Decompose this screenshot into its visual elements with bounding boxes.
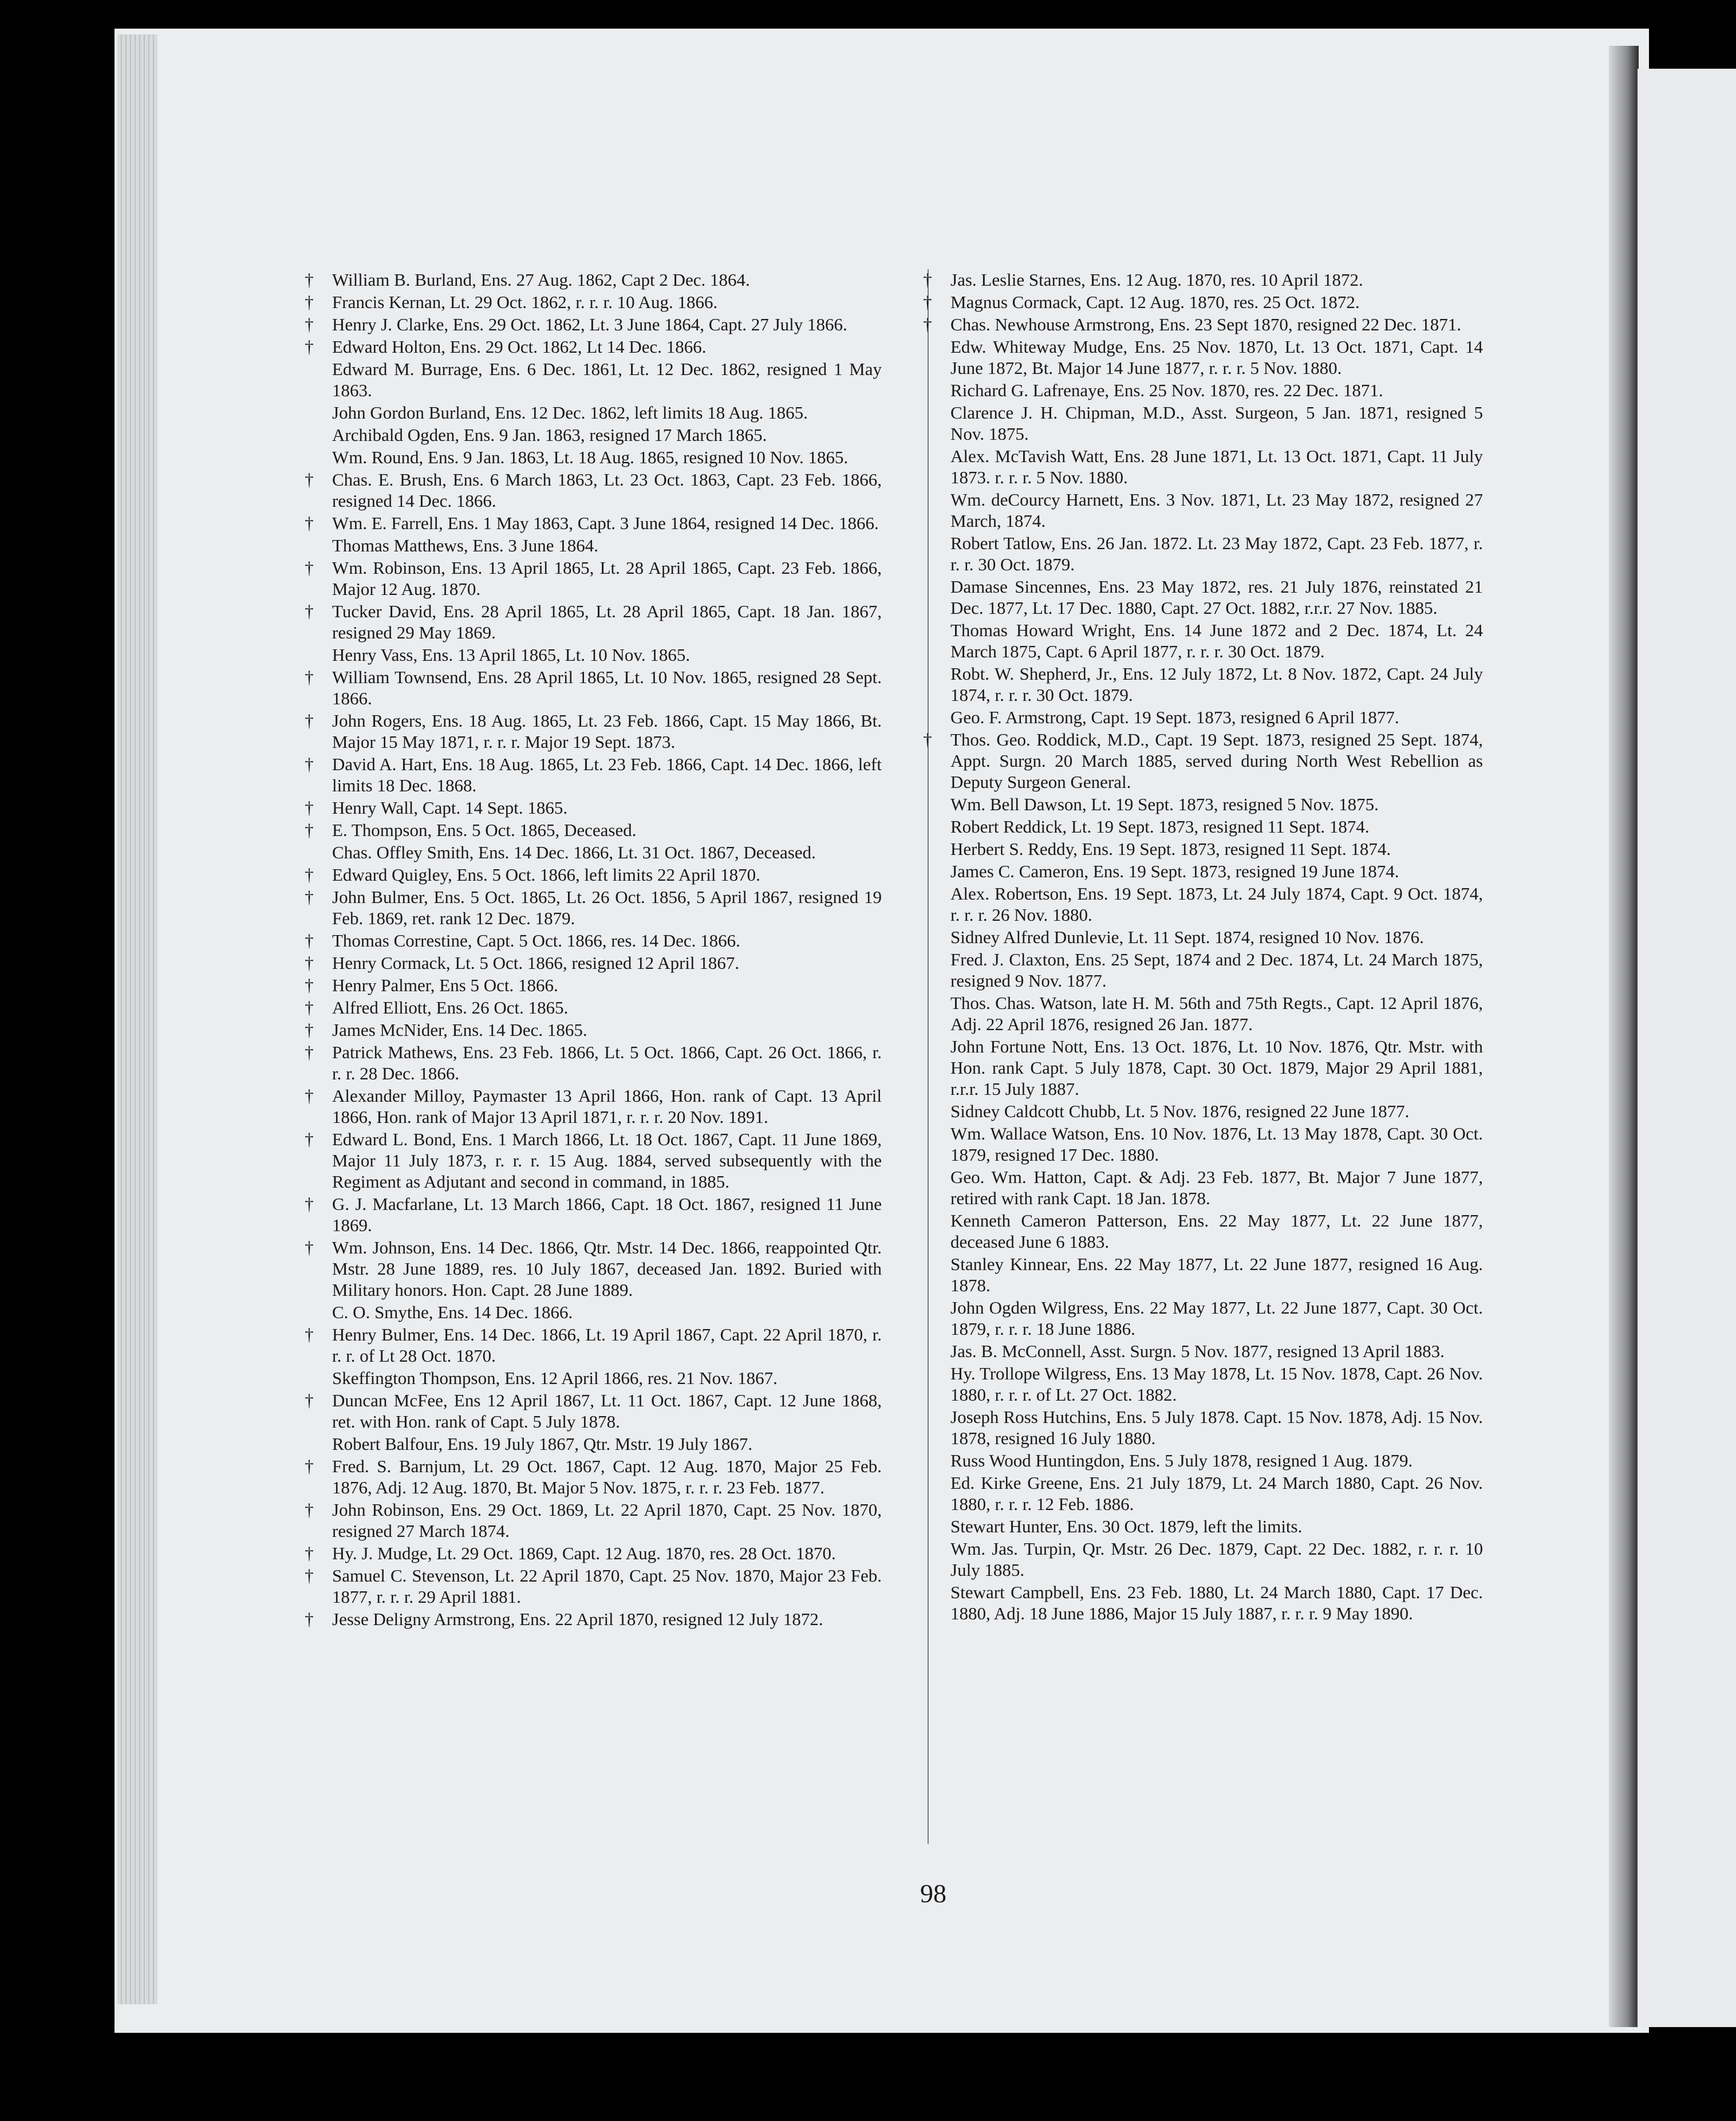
officer-record-text: John Gordon Burland, Ens. 12 Dec. 1862, left limits 18 Aug. 1865. <box>332 403 808 423</box>
officer-record-text: Francis Kernan, Lt. 29 Oct. 1862, r. r. r. 10 Aug. 1866. <box>332 292 718 312</box>
officer-entry <box>950 1123 1483 1165</box>
officer-record-text: John Bulmer, Ens. 5 Oct. 1865, Lt. 26 Oct. 1856, 5 April 1867, resigned 19 Feb. 1869, ret. rank 12 Dec. 1879. <box>332 887 882 928</box>
dagger-mark: † <box>305 1566 314 1586</box>
dagger-mark: † <box>305 667 314 687</box>
officer-entry <box>305 1565 882 1607</box>
officer-record-text: Edw. Whiteway Mudge, Ens. 25 Nov. 1870, Lt. 13 Oct. 1871, Capt. 14 June 1872, Bt. Major 14 June 1877, r. r. r. 5 Nov. 1880. <box>950 337 1483 378</box>
officer-record-text: C. O. Smythe, Ens. 14 Dec. 1866. <box>332 1302 573 1322</box>
officer-record-text: Hy. Trollope Wilgress, Ens. 13 May 1878, Lt. 15 Nov. 1878, Capt. 26 Nov. 1880, r. r. r. of Lt. 27 Oct. 1882. <box>950 1363 1483 1405</box>
officer-entry <box>305 1237 882 1300</box>
officer-record-text: Damase Sincennes, Ens. 23 May 1872, res. 21 July 1876, reinstated 21 Dec. 1877, Lt. 17 Dec. 1880, Capt. 27 Oct. 1882, r.r.r. 27 Nov. 1885. <box>950 577 1483 618</box>
dagger-mark: † <box>305 1609 314 1629</box>
dagger-mark: † <box>923 270 932 290</box>
dagger-mark: † <box>305 1042 314 1062</box>
officer-entry <box>950 1582 1483 1624</box>
officer-record-text: Henry Bulmer, Ens. 14 Dec. 1866, Lt. 19 April 1867, Capt. 22 April 1870, r. r. r. of Lt 28 Oct. 1870. <box>332 1324 882 1366</box>
officer-record-text: Edward Quigley, Ens. 5 Oct. 1866, left limits 22 April 1870. <box>332 865 760 885</box>
officer-entry <box>950 1472 1483 1515</box>
officer-entry <box>950 576 1483 618</box>
dagger-mark: † <box>305 1543 314 1563</box>
officer-entry <box>332 424 882 446</box>
officer-entry <box>950 620 1483 662</box>
officer-record-text: Sidney Caldcott Chubb, Lt. 5 Nov. 1876, resigned 22 June 1877. <box>950 1101 1410 1121</box>
officer-record-text: Duncan McFee, Ens 12 April 1867, Lt. 11 Oct. 1867, Capt. 12 June 1868, ret. with Hon. rank of Capt. 5 July 1878. <box>332 1390 882 1432</box>
officer-record-text: G. J. Macfarlane, Lt. 13 March 1866, Capt. 18 Oct. 1867, resigned 11 June 1869. <box>332 1194 882 1235</box>
officer-record-text: Robert Tatlow, Ens. 26 Jan. 1872. Lt. 23 May 1872, Capt. 23 Feb. 1877, r. r. r. 30 Oct. 1879. <box>950 533 1483 574</box>
dagger-mark: † <box>305 292 314 312</box>
officer-entry <box>305 1019 882 1040</box>
dagger-mark: † <box>305 1194 314 1214</box>
officer-entry <box>950 1253 1483 1296</box>
officer-record-text: John Ogden Wilgress, Ens. 22 May 1877, Lt. 22 June 1877, Capt. 30 Oct. 1879, r. r. r. 18 June 1886. <box>950 1298 1483 1339</box>
officer-entry <box>305 797 882 818</box>
officer-record-text: Patrick Mathews, Ens. 23 Feb. 1866, Lt. 5 Oct. 1866, Capt. 26 Oct. 1866, r. r. r. 28 Dec. 1866. <box>332 1042 882 1083</box>
officer-entry <box>305 864 882 885</box>
officer-record-text: Thomas Howard Wright, Ens. 14 June 1872 and 2 Dec. 1874, Lt. 24 March 1875, Capt. 6 April 1877, r. r. r. 30 Oct. 1879. <box>950 620 1483 661</box>
officer-record-text: Jas. Leslie Starnes, Ens. 12 Aug. 1870, res. 10 April 1872. <box>950 270 1363 290</box>
officer-entry <box>305 1042 882 1084</box>
dagger-mark: † <box>305 998 314 1018</box>
officer-record-text: Fred. J. Claxton, Ens. 25 Sept, 1874 and 2 Dec. 1874, Lt. 24 March 1875, resigned 9 Nov. 1877. <box>950 949 1483 991</box>
officer-record-text: Henry Cormack, Lt. 5 Oct. 1866, resigned 12 April 1867. <box>332 953 740 973</box>
officer-record-text: Wm. Round, Ens. 9 Jan. 1863, Lt. 18 Aug. 1865, resigned 10 Nov. 1865. <box>332 447 849 467</box>
officer-record-text: Stewart Campbell, Ens. 23 Feb. 1880, Lt. 24 March 1880, Capt. 17 Dec. 1880, Adj. 18 June 1886, Major 15 July 1887, r. r. r. 9 May 1890. <box>950 1582 1483 1623</box>
officer-entry <box>950 1538 1483 1580</box>
officer-record-text: James McNider, Ens. 14 Dec. 1865. <box>332 1020 587 1040</box>
officer-entry <box>950 1363 1483 1405</box>
officer-entry <box>950 336 1483 379</box>
officer-entry <box>305 1324 882 1366</box>
officer-entry <box>950 1516 1483 1537</box>
officer-record-text: Alfred Elliott, Ens. 26 Oct. 1865. <box>332 998 569 1018</box>
dagger-mark: † <box>305 1456 314 1476</box>
officer-record-text: Wm. deCourcy Harnett, Ens. 3 Nov. 1871, Lt. 23 May 1872, resigned 27 March, 1874. <box>950 490 1483 531</box>
dagger-mark: † <box>305 513 314 533</box>
officer-entry <box>950 992 1483 1035</box>
officer-record-text: Alex. Robertson, Ens. 19 Sept. 1873, Lt. 24 July 1874, Capt. 9 Oct. 1874, r. r. r. 26 Nov. 1880. <box>950 884 1483 925</box>
officer-entry <box>332 1433 882 1454</box>
officer-record-text: Thomas Correstine, Capt. 5 Oct. 1866, res. 14 Dec. 1866. <box>332 931 740 951</box>
officer-entry <box>332 1367 882 1389</box>
dagger-mark: † <box>305 711 314 731</box>
officer-entry <box>305 1390 882 1432</box>
officer-record-text: Clarence J. H. Chipman, M.D., Asst. Surgeon, 5 Jan. 1871, resigned 5 Nov. 1875. <box>950 403 1483 444</box>
officer-record-text: Wm. Wallace Watson, Ens. 10 Nov. 1876, Lt. 13 May 1878, Capt. 30 Oct. 1879, resigned 17 Dec. 1880. <box>950 1123 1483 1165</box>
dagger-mark: † <box>305 1390 314 1410</box>
officer-entry <box>950 1341 1483 1362</box>
officer-entry <box>950 927 1483 948</box>
officer-record-text: Chas. Newhouse Armstrong, Ens. 23 Sept 1870, resigned 22 Dec. 1871. <box>950 314 1462 334</box>
officer-record-text: E. Thompson, Ens. 5 Oct. 1865, Deceased. <box>332 820 637 840</box>
officer-record-text: Fred. S. Barnjum, Lt. 29 Oct. 1867, Capt. 12 Aug. 1870, Major 25 Feb. 1876, Adj. 12 Aug. 1870, Bt. Major 5 Nov. 1875, r. r. r. 23 Feb. 1877. <box>332 1456 882 1497</box>
officer-record-text: Skeffington Thompson, Ens. 12 April 1866, res. 21 Nov. 1867. <box>332 1368 778 1388</box>
dagger-mark: † <box>305 1129 314 1149</box>
dagger-mark: † <box>305 337 314 357</box>
officer-record-text: Robt. W. Shepherd, Jr., Ens. 12 July 1872, Lt. 8 Nov. 1872, Capt. 24 July 1874, r. r. r. 30 Oct. 1879. <box>950 664 1483 705</box>
officer-entry <box>923 729 1483 793</box>
officer-entry <box>305 930 882 951</box>
officer-entry <box>923 314 1483 335</box>
officer-record-text: Wm. Bell Dawson, Lt. 19 Sept. 1873, resigned 5 Nov. 1875. <box>950 794 1379 814</box>
officer-entry <box>950 949 1483 991</box>
officer-record-text: Edward L. Bond, Ens. 1 March 1866, Lt. 18 Oct. 1867, Capt. 11 June 1869, Major 11 July 1873, r. r. r. 15 Aug. 1884, served subsequently with the Regiment as Adjutant and second in command, in 1885. <box>332 1129 882 1192</box>
officer-record-text: Henry Palmer, Ens 5 Oct. 1866. <box>332 975 558 995</box>
officer-record-text: Sidney Alfred Dunlevie, Lt. 11 Sept. 1874, resigned 10 Nov. 1876. <box>950 927 1424 947</box>
dagger-mark: † <box>305 314 314 334</box>
officer-entry <box>950 380 1483 401</box>
officer-entry <box>923 269 1483 290</box>
officer-record-text: Geo. Wm. Hatton, Capt. & Adj. 23 Feb. 1877, Bt. Major 7 June 1877, retired with rank Capt. 18 Jan. 1878. <box>950 1167 1483 1208</box>
officer-entry <box>305 997 882 1018</box>
officer-entry <box>332 1302 882 1323</box>
officer-record-text: Jas. B. McConnell, Asst. Surgn. 5 Nov. 1877, resigned 13 April 1883. <box>950 1341 1445 1361</box>
book-page-edges <box>117 34 157 2004</box>
officer-entry <box>332 402 882 423</box>
officer-record-text: Henry Wall, Capt. 14 Sept. 1865. <box>332 798 568 818</box>
dagger-mark: † <box>305 1020 314 1040</box>
officer-record-text: Robert Reddick, Lt. 19 Sept. 1873, resigned 11 Sept. 1874. <box>950 817 1370 837</box>
dagger-mark: † <box>305 558 314 578</box>
officer-entry <box>305 512 882 534</box>
officer-record-text: Stanley Kinnear, Ens. 22 May 1877, Lt. 22 June 1877, resigned 16 Aug. 1878. <box>950 1254 1483 1295</box>
officer-entry <box>305 710 882 752</box>
officer-record-text: Kenneth Cameron Patterson, Ens. 22 May 1877, Lt. 22 June 1877, deceased June 6 1883. <box>950 1211 1483 1252</box>
officer-record-text: Alex. McTavish Watt, Ens. 28 June 1871, Lt. 13 Oct. 1871, Capt. 11 July 1873. r. r. r. 5 Nov. 1880. <box>950 446 1483 487</box>
officer-entry <box>305 1499 882 1542</box>
officer-entry <box>305 1129 882 1192</box>
officer-entry <box>950 794 1483 815</box>
dagger-mark: † <box>305 1324 314 1345</box>
officer-entry <box>305 1543 882 1564</box>
officer-record-text: Thos. Geo. Roddick, M.D., Capt. 19 Sept. 1873, resigned 25 Sept. 1874, Appt. Surgn. 20 March 1885, served during North West Rebellion as Deputy Surgeon General. <box>950 730 1483 792</box>
page-number: 98 <box>920 1879 946 1908</box>
book-gutter-shadow <box>1609 46 1639 2027</box>
officer-record-text: Henry J. Clarke, Ens. 29 Oct. 1862, Lt. 3 June 1864, Capt. 27 July 1866. <box>332 314 847 334</box>
dagger-mark: † <box>305 601 314 621</box>
officer-entry <box>305 601 882 643</box>
officer-record-text: John Robinson, Ens. 29 Oct. 1869, Lt. 22 April 1870, Capt. 25 Nov. 1870, resigned 27 March 1874. <box>332 1500 882 1541</box>
officer-record-text: Wm. E. Farrell, Ens. 1 May 1863, Capt. 3 June 1864, resigned 14 Dec. 1866. <box>332 513 879 533</box>
facing-page-edge <box>1638 69 1736 2027</box>
officer-entry <box>305 886 882 929</box>
officer-entry <box>950 1101 1483 1122</box>
officer-record-text: Hy. J. Mudge, Lt. 29 Oct. 1869, Capt. 12 Aug. 1870, res. 28 Oct. 1870. <box>332 1543 836 1563</box>
officer-record-text: Alexander Milloy, Paymaster 13 April 1866, Hon. rank of Capt. 13 April 1866, Hon. rank of Major 13 April 1871, r. r. r. 20 Nov. 1891. <box>332 1086 882 1127</box>
dagger-mark: † <box>305 270 314 290</box>
officer-entry <box>950 1036 1483 1099</box>
officer-entry <box>332 842 882 863</box>
dagger-mark: † <box>305 798 314 818</box>
dagger-mark: † <box>305 1500 314 1520</box>
dagger-mark: † <box>305 975 314 995</box>
officer-record-text: Stewart Hunter, Ens. 30 Oct. 1879, left the limits. <box>950 1516 1303 1536</box>
officer-record-text: Magnus Cormack, Capt. 12 Aug. 1870, res. 25 Oct. 1872. <box>950 292 1360 312</box>
dagger-mark: † <box>305 931 314 951</box>
officer-record-text: William Townsend, Ens. 28 April 1865, Lt. 10 Nov. 1865, resigned 28 Sept. 1866. <box>332 667 882 708</box>
officer-record-text: Thomas Matthews, Ens. 3 June 1864. <box>332 535 598 555</box>
dagger-mark: † <box>305 470 314 490</box>
officer-record-text: David A. Hart, Ens. 18 Aug. 1865, Lt. 23 Feb. 1866, Capt. 14 Dec. 1866, left limits 18 Dec. 1868. <box>332 754 882 795</box>
dagger-mark: † <box>305 754 314 774</box>
officer-entry <box>950 1450 1483 1471</box>
officer-entry <box>950 1406 1483 1449</box>
officer-record-text: John Rogers, Ens. 18 Aug. 1865, Lt. 23 Feb. 1866, Capt. 15 May 1866, Bt. Major 15 May 1871, r. r. r. Major 19 Sept. 1873. <box>332 711 882 752</box>
dagger-mark: † <box>305 865 314 885</box>
officer-record-text: Samuel C. Stevenson, Lt. 22 April 1870, Capt. 25 Nov. 1870, Major 23 Feb. 1877, r. r. r. 29 April 1881. <box>332 1566 882 1607</box>
officer-record-text: Archibald Ogden, Ens. 9 Jan. 1863, resigned 17 March 1865. <box>332 425 767 445</box>
officer-entry <box>332 358 882 401</box>
officer-entry <box>923 291 1483 313</box>
dagger-mark: † <box>305 1086 314 1106</box>
officer-entry <box>332 447 882 468</box>
officer-entry <box>305 975 882 996</box>
officer-entry <box>950 861 1483 882</box>
officer-entry <box>950 1297 1483 1339</box>
officer-record-text: Russ Wood Huntingdon, Ens. 5 July 1878, resigned 1 Aug. 1879. <box>950 1450 1413 1470</box>
officer-entry <box>950 663 1483 705</box>
officer-entry <box>950 402 1483 444</box>
officer-entry <box>950 838 1483 860</box>
officer-record-text: Herbert S. Reddy, Ens. 19 Sept. 1873, resigned 11 Sept. 1874. <box>950 839 1391 859</box>
officer-record-text: Richard G. Lafrenaye, Ens. 25 Nov. 1870, res. 22 Dec. 1871. <box>950 380 1383 400</box>
dagger-mark: † <box>305 887 314 907</box>
officer-entry <box>332 644 882 665</box>
officer-entry <box>950 707 1483 728</box>
officer-entry <box>950 489 1483 531</box>
officer-entry <box>305 667 882 709</box>
officer-entry <box>305 314 882 335</box>
officer-record-text: Chas. E. Brush, Ens. 6 March 1863, Lt. 23 Oct. 1863, Capt. 23 Feb. 1866, resigned 14 Dec. 1866. <box>332 470 882 511</box>
officer-record-text: Robert Balfour, Ens. 19 July 1867, Qtr. Mstr. 19 July 1867. <box>332 1434 753 1454</box>
officer-entry <box>305 819 882 841</box>
officer-entry <box>305 1085 882 1127</box>
officer-entry <box>950 816 1483 837</box>
dagger-mark: † <box>923 314 932 334</box>
column-divider <box>928 269 929 1844</box>
officer-entry <box>305 1609 882 1630</box>
officer-entry <box>305 1193 882 1236</box>
officer-entry <box>305 269 882 290</box>
officer-entry <box>305 291 882 313</box>
officer-entry <box>305 952 882 973</box>
dagger-mark: † <box>305 1237 314 1257</box>
officer-entry <box>305 754 882 796</box>
officer-record-text: Henry Vass, Ens. 13 April 1865, Lt. 10 Nov. 1865. <box>332 645 691 665</box>
officer-record-text: Wm. Johnson, Ens. 14 Dec. 1866, Qtr. Mstr. 14 Dec. 1866, reappointed Qtr. Mstr. 28 June 1889, res. 10 July 1867, deceased Jan. 1892. Buried with Military honors. Hon. Capt. 28 June 1889. <box>332 1237 882 1300</box>
officer-entry <box>305 469 882 511</box>
officer-entry <box>950 1210 1483 1252</box>
officer-record-text: Chas. Offley Smith, Ens. 14 Dec. 1866, Lt. 31 Oct. 1867, Deceased. <box>332 842 816 862</box>
officer-record-text: John Fortune Nott, Ens. 13 Oct. 1876, Lt. 10 Nov. 1876, Qtr. Mstr. with Hon. rank Capt. 5 July 1878, Capt. 30 Oct. 1879, Major 29 April 1881, r.r.r. 15 July 1887. <box>950 1036 1483 1099</box>
officer-entry <box>305 336 882 357</box>
officer-record-text: Wm. Robinson, Ens. 13 April 1865, Lt. 28 April 1865, Capt. 23 Feb. 1866, Major 12 Aug. 1870. <box>332 558 882 599</box>
officer-record-text: Edward M. Burrage, Ens. 6 Dec. 1861, Lt. 12 Dec. 1862, resigned 1 May 1863. <box>332 359 882 400</box>
officer-record-text: Thos. Chas. Watson, late H. M. 56th and 75th Regts., Capt. 12 April 1876, Adj. 22 April 1876, resigned 26 Jan. 1877. <box>950 993 1483 1034</box>
officer-record-text: Joseph Ross Hutchins, Ens. 5 July 1878. Capt. 15 Nov. 1878, Adj. 15 Nov. 1878, resigned 16 July 1880. <box>950 1407 1483 1448</box>
officer-entry <box>950 1166 1483 1209</box>
dagger-mark: † <box>305 953 314 973</box>
officer-entry <box>305 1456 882 1498</box>
right-column <box>923 269 1483 1625</box>
officer-record-text: William B. Burland, Ens. 27 Aug. 1862, Capt 2 Dec. 1864. <box>332 270 750 290</box>
officer-entry <box>332 535 882 556</box>
officer-entry <box>950 533 1483 575</box>
officer-record-text: Tucker David, Ens. 28 April 1865, Lt. 28 April 1865, Capt. 18 Jan. 1867, resigned 29 May 1869. <box>332 601 882 642</box>
dagger-mark: † <box>305 820 314 840</box>
officer-record-text: James C. Cameron, Ens. 19 Sept. 1873, resigned 19 June 1874. <box>950 861 1399 881</box>
left-column <box>305 269 882 1631</box>
officer-entry <box>305 557 882 600</box>
officer-record-text: Wm. Jas. Turpin, Qr. Mstr. 26 Dec. 1879, Capt. 22 Dec. 1882, r. r. r. 10 July 1885. <box>950 1539 1483 1580</box>
officer-entry <box>950 883 1483 925</box>
dagger-mark: † <box>923 730 932 750</box>
officer-record-text: Edward Holton, Ens. 29 Oct. 1862, Lt 14 Dec. 1866. <box>332 337 707 357</box>
officer-record-text: Geo. F. Armstrong, Capt. 19 Sept. 1873, resigned 6 April 1877. <box>950 707 1399 727</box>
officer-entry <box>950 446 1483 488</box>
officer-record-text: Jesse Deligny Armstrong, Ens. 22 April 1870, resigned 12 July 1872. <box>332 1609 823 1629</box>
officer-record-text: Ed. Kirke Greene, Ens. 21 July 1879, Lt. 24 March 1880, Capt. 26 Nov. 1880, r. r. r. 12 Feb. 1886. <box>950 1473 1483 1514</box>
dagger-mark: † <box>923 292 932 312</box>
